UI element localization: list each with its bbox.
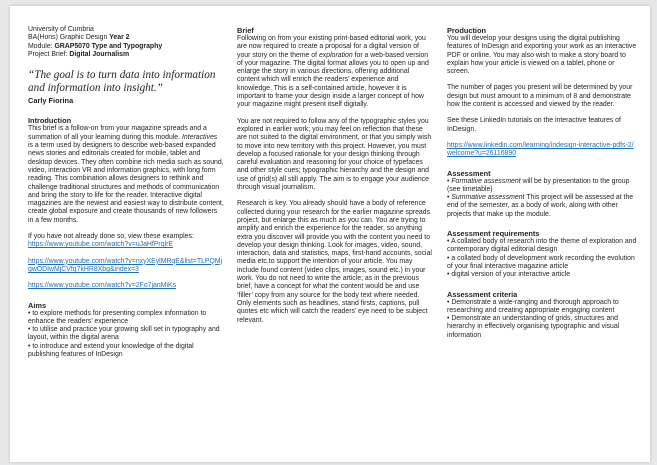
example-link-3[interactable]: https://www.youtube.com/watch?v=2Fo7janMiKs bbox=[28, 282, 177, 290]
column-right bbox=[447, 26, 637, 340]
aims-item: • to utilise and practice your growing skill set in typography and layout, within the digital arena bbox=[28, 326, 220, 342]
brief-paragraph-1: Following on from your existing print-based editorial work, you are now required to create a proposal for a digital version of your story on the theme of exploration for a web-based version of your magazine. The digital format allows you to open up and enlarge the story in various directions, offering additional content which will enrich the readers’ experience and knowledge. This is a self-contained article, however it is important to frame your design inside a larger concept of how your magazine might present itself digitally. bbox=[237, 35, 429, 109]
column-middle bbox=[237, 26, 433, 325]
aims-item: • to explore methods for presenting complex information to enhance the readers’ experience bbox=[28, 309, 207, 325]
quote-author: Carly Fiorina bbox=[28, 96, 74, 106]
formative-assessment: • Formative assessment will be by presentation to the group (see timetable) bbox=[447, 177, 630, 193]
requirements-item: • A collated body of research into the theme of exploration and contemporary digital editorial design bbox=[447, 238, 637, 254]
production-paragraph-3: See these LinkedIn tutorials on the interactive features of InDesign. bbox=[447, 117, 621, 133]
production-paragraph-1: You will develop your designs using the digital publishing features of InDesign and exporting your work as an interactive PDF or online. You may also wish to make a story board to explain how your article is viewed on a tablet, phone or screen. bbox=[447, 35, 637, 76]
assessment-heading: Assessment bbox=[447, 168, 491, 178]
example-link-2[interactable]: https://www.youtube.com/watch?v=nxyXEylMRqE&list=TLPQMjgwODIwMjCVfq7kHR8Xbg&index=3 bbox=[28, 257, 223, 273]
project-line: Project Brief: Digital Journalism bbox=[28, 50, 130, 58]
production-paragraph-2: The number of pages you present will be determined by your design but must amount to a minimum of 8 and demonstrate how the content is accessed and viewed by the reader. bbox=[447, 84, 633, 109]
criteria-item: • Demonstrate an understanding of grids, structures and hierarchy in effectively organising typographic and visual information bbox=[447, 315, 620, 339]
requirements-item: • digital version of your interactive article bbox=[447, 271, 571, 279]
brief-paragraph-2: You are not required to follow any of the typographic styles you explored in earlier work; you may feel on reflection that these are not suited to the digital environment, or that you simply wish to move into new territory with this project. However, you must develop a focused rationale for your design thinking through careful evaluation and reasoning for your choice of typefaces and other style cues; typographic hierarchy and the design and use of grid(s) all still apply. The aim is to engage your audience through visual journalism. bbox=[237, 117, 432, 192]
introduction-heading: Introduction bbox=[28, 116, 72, 126]
linkedin-tutorial-link[interactable]: https://www.linkedin.com/learning/indesign-interactive-pdfs-2/welcome?u=26116890 bbox=[447, 141, 634, 158]
examples-intro: If you have not already done so, view these examples: bbox=[28, 233, 194, 241]
module-line: Module: GRAP5070 Type and Typography bbox=[28, 42, 163, 50]
example-link-1[interactable]: https://www.youtube.com/watch?v=uJaHfPrqlrE bbox=[28, 241, 173, 249]
criteria-heading: Assessment criteria bbox=[447, 289, 518, 299]
aims-item: • to introduce and extend your knowledge of the digital publishing features of InDesign bbox=[28, 342, 194, 359]
column-left bbox=[28, 26, 224, 359]
summative-assessment: • Summative assessment This project will be assessed at the end of the semester, as a body of work, along with other projects that make up the module. bbox=[447, 194, 634, 218]
production-heading: Production bbox=[447, 26, 487, 35]
university-name: University of Cumbria bbox=[28, 26, 94, 33]
pull-quote: “The goal is to turn data into information and information into insight.” bbox=[28, 69, 216, 95]
introduction-text: This brief is a follow-on from your magazine spreads and a summation of all your learning during this module. Interactives is a term used by designers to describe web-based expanded news stories and editorials created for mobile, tablet and desktop devices. They often combine rich media such as sound, video, interaction VR and information graphics, with long form reading. This combination allows designers to rethink and challenge traditional structures and methods of communication and bring the story to life for the reader. Interactive digital magazines are the newest and easiest way to distribute content, create global exposure and create thousands of new followers in a few months. bbox=[28, 125, 224, 224]
brief-page bbox=[10, 6, 650, 462]
brief-paragraph-3: Research is key. You already should have a body of reference collected during your research for the earlier magazine spreads project, but enlarge this as much as you can. You are trying to amplify and enrich the experience for the reader, so anything extra you discover will provide you with the content you need to develop your design thinking. Look for images, video, sound, interaction, data and statistics, maps, first-hand accounts, social media etc.to support the intention of your article. You may include found content (video clips, images, sound etc.) in your work. You do not need to write the article; as in the previous brief, have a concept for what the content would be and use ‘filler’ copy from any source for the body text where needed. Only elements such as headlines, stand firsts, captions, pull quotes etc which will catch the readers’ eye need to be subject relevant. bbox=[237, 200, 432, 324]
brief-heading: Brief bbox=[237, 26, 254, 35]
criteria-item: • Demonstrate a wide-ranging and thorough approach to researching and creating appropriate engaging content bbox=[447, 298, 619, 314]
aims-heading: Aims bbox=[28, 300, 47, 310]
course-line: BA(Hons) Graphic Design Year 2 bbox=[28, 34, 130, 42]
requirements-heading: Assessment requirements bbox=[447, 229, 540, 239]
requirements-item: • a collated body of development work recording the evolution of your final interactive magazine article bbox=[447, 254, 635, 270]
